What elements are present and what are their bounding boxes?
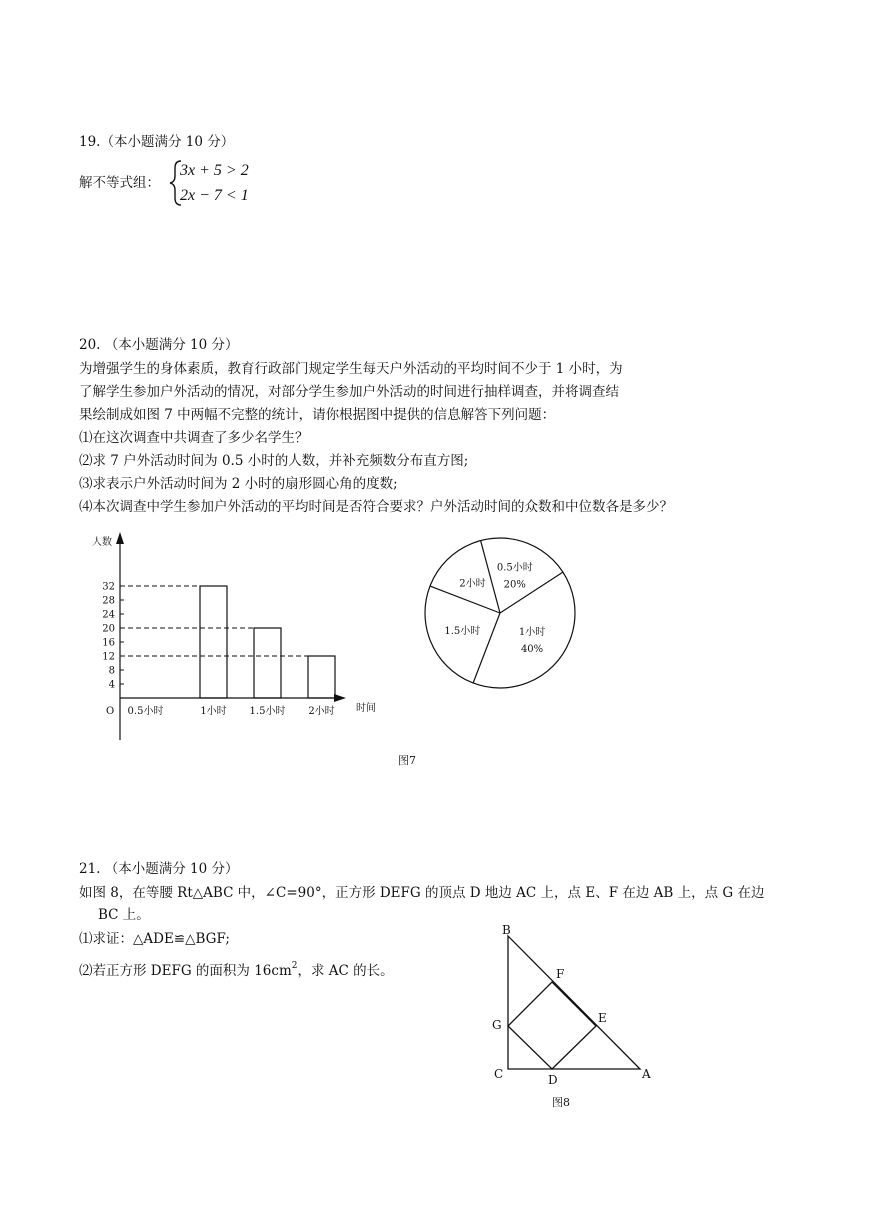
q19-header: 19.（本小题满分 10 分） — [79, 134, 235, 150]
y-tick-label: 32 — [102, 581, 115, 593]
pie-slice-label: 0.5小时 — [496, 562, 533, 574]
y-tick-label: 4 — [108, 679, 115, 691]
q20-question-1: ⑴在这次调查中共调查了多少名学生？ — [79, 430, 309, 446]
histogram-bar — [200, 586, 227, 698]
origin-label: O — [106, 706, 115, 717]
q21-header: 21. （本小题满分 10 分） — [79, 861, 239, 877]
pie-slice-label: 2小时 — [459, 578, 486, 590]
pie-slice-value: 40% — [520, 643, 544, 655]
point-b-label: B — [502, 923, 511, 937]
q20-question-3: ⑶求表示户外活动时间为 2 小时的扇形圆心角的度数; — [79, 476, 398, 492]
pie-slice-value: 20% — [503, 579, 526, 591]
figure-8-triangle — [480, 918, 680, 1118]
y-axis-label: 人数 — [92, 537, 112, 548]
square-defg — [508, 982, 596, 1069]
y-tick-label: 24 — [102, 609, 115, 621]
y-tick-label: 12 — [102, 651, 115, 663]
point-g-label: G — [492, 1018, 502, 1032]
pie-slice-label: 1小时 — [518, 626, 546, 638]
y-tick-label: 16 — [102, 637, 115, 649]
q19-inequality-2: 2x − 7 < 1 — [180, 187, 249, 204]
figure-8-caption: 图8 — [552, 1096, 570, 1109]
x-tick-label: 1小时 — [200, 706, 227, 717]
pie-chart — [415, 528, 595, 698]
q21-part-2: ⑵若正方形 DEFG 的面积为 $16cm^2$，求 AC 的长。 — [79, 961, 394, 979]
point-d-label: D — [548, 1073, 558, 1087]
figure-7-caption: 图7 — [398, 754, 416, 767]
q19-prompt: 解不等式组： — [79, 175, 160, 191]
q20-body-line-2: 了解学生参加户外活动的情况，对部分学生参加户外活动的时间进行抽样调查，并将调查结 — [79, 384, 619, 400]
q21-part-1: ⑴求证：△ADE≌△BGF; — [79, 931, 230, 947]
x-axis-arrow — [334, 694, 346, 702]
point-a-label: A — [642, 1067, 651, 1081]
point-f-label: F — [556, 967, 565, 981]
q20-question-2: ⑵求 7 户外活动时间为 0.5 小时的人数，并补充频数分布直方图; — [79, 453, 469, 469]
x-axis-label: 时间 — [356, 703, 376, 714]
y-tick-label: 8 — [108, 665, 115, 677]
x-tick-label: 1.5小时 — [249, 706, 286, 717]
q21-body-line-1: 如图 8，在等腰 Rt△ABC 中，∠C=90°，正方形 DEFG 的顶点 D 地边 AC 上，点 E、F 在边 AB 上，点 G 在边 — [79, 885, 765, 901]
q20-body-line-1: 为增强学生的身体素质，教育行政部门规定学生每天户外活动的平均时间不少于 1 小时，为 — [79, 361, 623, 377]
q20-question-4: ⑷本次调查中学生参加户外活动的平均时间是否符合要求？户外活动时间的众数和中位数各是多少？ — [79, 499, 673, 515]
point-c-label: C — [494, 1067, 504, 1081]
pie-slice-boundary — [473, 613, 500, 683]
y-axis-arrow — [116, 532, 124, 544]
q19-inequality-1: 3x + 5 > 2 — [180, 162, 249, 179]
x-tick-label: 0.5小时 — [127, 706, 164, 717]
q20-header: 20. （本小题满分 10 分） — [79, 337, 239, 353]
point-e-label: E — [598, 1011, 607, 1025]
q21-body-line-2: BC 上。 — [98, 907, 150, 923]
histogram-bar — [254, 628, 281, 698]
pie-slice-boundary — [500, 572, 563, 613]
y-tick-label: 28 — [102, 595, 115, 607]
histogram-bar — [308, 656, 335, 698]
triangle-abc — [508, 936, 640, 1069]
pie-slice-boundary — [481, 541, 500, 613]
q20-body-line-3: 果绘制成如图 7 中两幅不完整的统计，请你根据图中提供的信息解答下列问题： — [79, 407, 556, 423]
histogram — [80, 528, 390, 748]
x-tick-label: 2小时 — [308, 706, 335, 717]
pie-slice-boundary — [430, 586, 500, 613]
pie-slice-label: 1.5小时 — [444, 625, 481, 637]
y-tick-label: 20 — [102, 623, 115, 635]
